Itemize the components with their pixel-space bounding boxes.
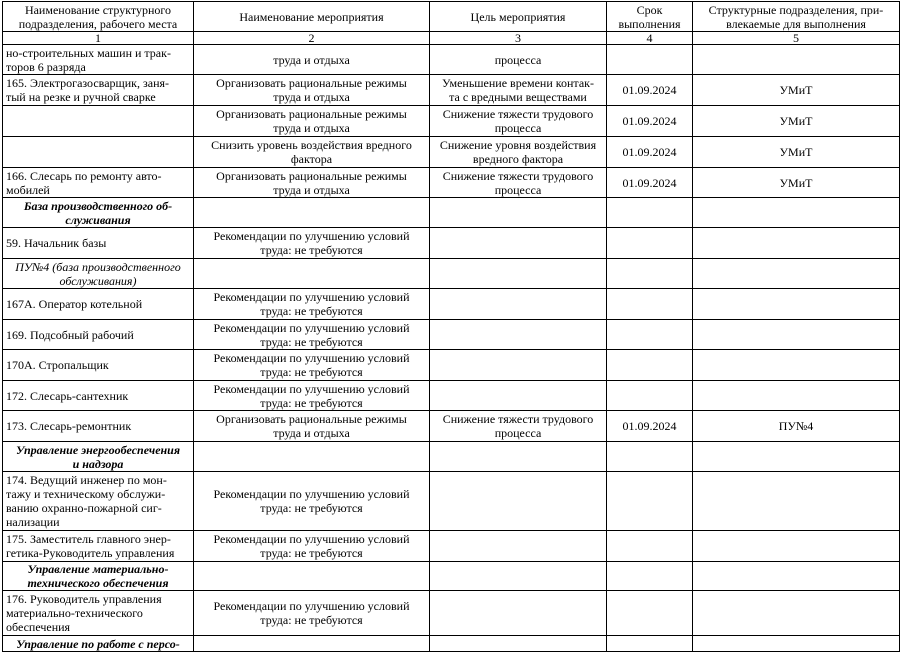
measure-cell: Рекомендации по улучшению условий труда: не требуются [194, 350, 430, 381]
workplace-cell: 174. Ведущий инженер по мон- тажу и техническому обслужи- ванию охранно-пожарной сиг- нализации [3, 472, 194, 531]
goal-cell [430, 442, 607, 472]
measure-cell [194, 259, 430, 289]
measure-cell [194, 198, 430, 228]
deadline-cell: 01.09.2024 [607, 411, 693, 442]
deadline-cell [607, 381, 693, 411]
deadline-cell [607, 562, 693, 591]
department-cell [693, 531, 900, 562]
goal-cell: Снижение уровня воздействия вредного фактора [430, 137, 607, 168]
goal-cell [430, 562, 607, 591]
goal-cell: Снижение тяжести трудового процесса [430, 411, 607, 442]
table-row [3, 381, 900, 411]
header-cell: Срок выполнения [607, 2, 693, 32]
deadline-cell: 01.09.2024 [607, 137, 693, 168]
table-row [3, 472, 900, 531]
department-cell [693, 45, 900, 75]
header-cell: Структурные подразделения, при- влекаемые для выполнения [693, 2, 900, 32]
measure-cell: труда и отдыха [194, 45, 430, 75]
goal-cell [430, 320, 607, 350]
workplace-cell: но-строительных машин и трак- торов 6 разряда [3, 45, 194, 75]
workplace-cell: 175. Заместитель главного энер- гетика-Руководитель управления [3, 531, 194, 562]
section-row [3, 259, 900, 289]
workplace-cell: 176. Руководитель управления материально-технического обеспечения [3, 591, 194, 636]
deadline-cell [607, 636, 693, 652]
section-row [3, 442, 900, 472]
department-cell: УМиТ [693, 106, 900, 137]
workplace-cell: 165. Электрогазосварщик, заня- тый на резке и ручной сварке [3, 75, 194, 106]
goal-cell [430, 636, 607, 652]
deadline-cell [607, 442, 693, 472]
department-cell [693, 350, 900, 381]
measure-cell: Рекомендации по улучшению условий труда: не требуются [194, 531, 430, 562]
department-cell [693, 591, 900, 636]
goal-cell [430, 350, 607, 381]
column-number-row [3, 32, 900, 45]
column-number: 3 [430, 32, 607, 45]
table-row [3, 350, 900, 381]
section-row [3, 636, 900, 652]
table-row [3, 289, 900, 320]
goal-cell: Уменьшение времени контак- та с вредными веществами [430, 75, 607, 106]
department-cell [693, 198, 900, 228]
measure-cell [194, 562, 430, 591]
table-row [3, 137, 900, 168]
table-row [3, 228, 900, 259]
deadline-cell: 01.09.2024 [607, 75, 693, 106]
deadline-cell: 01.09.2024 [607, 106, 693, 137]
table-row [3, 45, 900, 75]
department-cell [693, 228, 900, 259]
measure-cell: Рекомендации по улучшению условий труда: не требуются [194, 320, 430, 350]
column-number: 4 [607, 32, 693, 45]
measure-cell: Организовать рациональные режимы труда и отдыха [194, 168, 430, 198]
goal-cell: процесса [430, 45, 607, 75]
department-cell [693, 289, 900, 320]
goal-cell [430, 259, 607, 289]
header-cell: Цель мероприятия [430, 2, 607, 32]
deadline-cell [607, 531, 693, 562]
department-cell [693, 636, 900, 652]
workplace-cell: 59. Начальник базы [3, 228, 194, 259]
header-row [3, 2, 900, 32]
workplace-cell: 167А. Оператор котельной [3, 289, 194, 320]
department-cell: УМиТ [693, 137, 900, 168]
deadline-cell [607, 289, 693, 320]
workplace-cell: 172. Слесарь-сантехник [3, 381, 194, 411]
header-cell: Наименование структурного подразделения, рабочего места [3, 2, 194, 32]
section-row [3, 198, 900, 228]
workplace-cell: ПУ№4 (база производственного обслуживания) [3, 259, 194, 289]
table-body [3, 2, 900, 652]
deadline-cell [607, 259, 693, 289]
department-cell: УМиТ [693, 168, 900, 198]
department-cell [693, 381, 900, 411]
department-cell [693, 472, 900, 531]
goal-cell [430, 591, 607, 636]
measure-cell: Рекомендации по улучшению условий труда: не требуются [194, 591, 430, 636]
workplace-cell: Управление по работе с персо- [3, 636, 194, 652]
header-cell: Наименование мероприятия [194, 2, 430, 32]
measure-cell: Рекомендации по улучшению условий труда: не требуются [194, 228, 430, 259]
deadline-cell: 01.09.2024 [607, 168, 693, 198]
goal-cell: Снижение тяжести трудового процесса [430, 106, 607, 137]
deadline-cell [607, 198, 693, 228]
deadline-cell [607, 320, 693, 350]
section-row [3, 562, 900, 591]
table-row [3, 320, 900, 350]
column-number: 2 [194, 32, 430, 45]
deadline-cell [607, 591, 693, 636]
table-row [3, 591, 900, 636]
measure-cell: Организовать рациональные режимы труда и отдыха [194, 106, 430, 137]
deadline-cell [607, 45, 693, 75]
goal-cell [430, 198, 607, 228]
goal-cell [430, 472, 607, 531]
measure-cell [194, 442, 430, 472]
deadline-cell [607, 472, 693, 531]
measure-cell: Рекомендации по улучшению условий труда: не требуются [194, 289, 430, 320]
workplace-cell: 173. Слесарь-ремонтник [3, 411, 194, 442]
workplace-cell: Управление материально- технического обеспечения [3, 562, 194, 591]
workplace-cell: 170А. Стропальщик [3, 350, 194, 381]
measure-cell: Рекомендации по улучшению условий труда: не требуются [194, 381, 430, 411]
deadline-cell [607, 350, 693, 381]
table-row [3, 106, 900, 137]
table-row [3, 168, 900, 198]
workplace-cell: Управление энергообеспечения и надзора [3, 442, 194, 472]
column-number: 1 [3, 32, 194, 45]
table-row [3, 411, 900, 442]
measure-cell: Снизить уровень воздействия вредного фактора [194, 137, 430, 168]
department-cell: УМиТ [693, 75, 900, 106]
department-cell [693, 259, 900, 289]
department-cell: ПУ№4 [693, 411, 900, 442]
workplace-cell [3, 137, 194, 168]
measure-cell [194, 636, 430, 652]
workplace-cell: 166. Слесарь по ремонту авто- мобилей [3, 168, 194, 198]
measure-cell: Рекомендации по улучшению условий труда: не требуются [194, 472, 430, 531]
column-number: 5 [693, 32, 900, 45]
deadline-cell [607, 228, 693, 259]
table-row [3, 75, 900, 106]
department-cell [693, 442, 900, 472]
workplace-cell: База производственного об- служивания [3, 198, 194, 228]
workplace-cell: 169. Подсобный рабочий [3, 320, 194, 350]
department-cell [693, 320, 900, 350]
goal-cell [430, 289, 607, 320]
measure-cell: Организовать рациональные режимы труда и отдыха [194, 411, 430, 442]
table-row [3, 531, 900, 562]
goal-cell: Снижение тяжести трудового процесса [430, 168, 607, 198]
measure-cell: Организовать рациональные режимы труда и отдыха [194, 75, 430, 106]
goal-cell [430, 228, 607, 259]
department-cell [693, 562, 900, 591]
goal-cell [430, 531, 607, 562]
measures-table [2, 1, 900, 652]
workplace-cell [3, 106, 194, 137]
goal-cell [430, 381, 607, 411]
